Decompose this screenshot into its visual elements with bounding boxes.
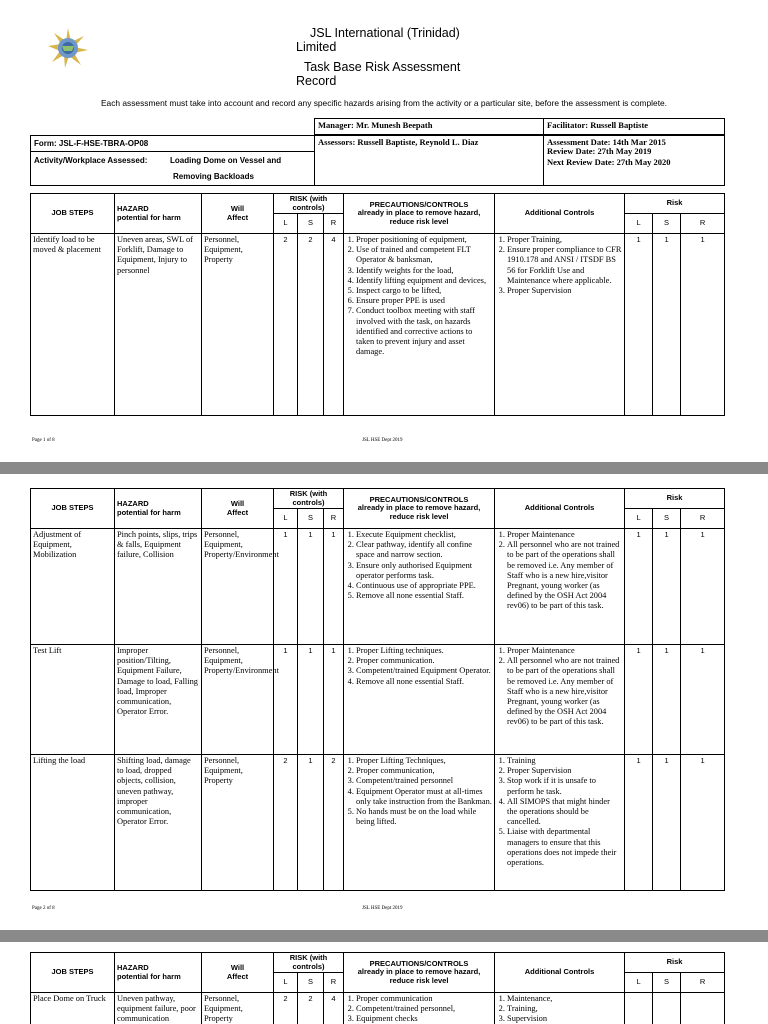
residual-r: 1 [681, 755, 725, 891]
col-risk: Risk [625, 194, 725, 214]
col-hazard: HAZARD potential for harm [115, 489, 202, 529]
col-precautions: PRECAUTIONS/CONTROLS already in place to remove hazard, reduce risk level [344, 953, 495, 993]
col-risk-with-controls: RISK (with controls) [274, 489, 344, 509]
list-item: 5. Remove all none essential Staff. [356, 591, 492, 601]
list-item: 3. Equipment checks [356, 1014, 492, 1024]
will-affect: Personnel, Equipment, Property [202, 993, 274, 1024]
col-l2: L [625, 973, 653, 993]
job-step: Adjustment of Equipment, Mobilization [31, 529, 115, 645]
col-l: L [274, 509, 298, 529]
risk-r: 1 [324, 645, 344, 755]
list-item: 3. Ensure only authorised Equipment operator performs task. [356, 561, 492, 581]
list-item: 2. Clear pathway, identify all confine space and narrow section. [356, 540, 492, 560]
document-title: Task Base Risk Assessment [304, 60, 461, 74]
col-s: S [298, 214, 324, 234]
col-additional-controls: Additional Controls [495, 953, 625, 993]
will-affect: Personnel, Equipment, Property [202, 234, 274, 416]
list-item: 3. Stop work if it is unsafe to perform he task. [507, 776, 622, 796]
col-hazard: HAZARD potential for harm [115, 953, 202, 993]
job-step: Identify load to be moved & placement [31, 234, 115, 416]
precautions [344, 755, 495, 891]
col-r2: R [681, 973, 725, 993]
job-step: Test Lift [31, 645, 115, 755]
col-s: S [298, 973, 324, 993]
page-3 [0, 942, 768, 1024]
residual-r [681, 993, 725, 1024]
hazard: Pinch points, slips, trips & falls, Equipment failure, Collision [115, 529, 202, 645]
residual-s [653, 993, 681, 1024]
list-item: 4. Equipment Operator must at all-times only take instruction from the Bankman. [356, 787, 492, 807]
list-item: 1. Proper Maintenance [507, 646, 622, 656]
manager-label: Manager: Mr. Munesh Beepath [318, 120, 433, 130]
col-r: R [324, 509, 344, 529]
list-item: 1. Proper communication [356, 994, 492, 1004]
list-item: 3. Competent/trained Equipment Operator. [356, 666, 492, 676]
col-s2: S [653, 214, 681, 234]
table-row [31, 234, 725, 416]
residual-r: 1 [681, 645, 725, 755]
col-r2: R [681, 509, 725, 529]
hazard: Uneven areas, SWL of Forklift, Damage to Equipment, Injury to personnel [115, 234, 202, 416]
residual-l [625, 993, 653, 1024]
residual-l: 1 [625, 645, 653, 755]
residual-s: 1 [653, 645, 681, 755]
will-affect: Personnel, Equipment, Property/Environment [202, 529, 274, 645]
col-will-affect: Will Affect [202, 953, 274, 993]
hazard: Shifting load, damage to load, dropped objects, collision, uneven pathway, improper communication, Operator Error. [115, 755, 202, 891]
col-precautions: PRECAUTIONS/CONTROLS already in place to remove hazard, reduce risk level [344, 489, 495, 529]
risk-l: 2 [274, 755, 298, 891]
risk-table [30, 488, 725, 891]
residual-s: 1 [653, 529, 681, 645]
page-1 [0, 0, 768, 462]
assessment-date: Assessment Date: 14th Mar 2015 [547, 137, 666, 147]
additional-controls [495, 529, 625, 645]
risk-l: 1 [274, 645, 298, 755]
hazard: Improper position/Tilting, Equipment Failure, Damage to load, Falling load, Improper communication, Operator Error. [115, 645, 202, 755]
table-row [31, 645, 725, 755]
col-r: R [324, 214, 344, 234]
precautions [344, 645, 495, 755]
residual-s: 1 [653, 234, 681, 416]
additional-controls [495, 645, 625, 755]
col-job-steps: JOB STEPS [31, 489, 115, 529]
activity-label: Activity/Workplace Assessed: [34, 156, 148, 165]
risk-s: 1 [298, 755, 324, 891]
col-additional-controls: Additional Controls [495, 489, 625, 529]
form-number: Form: JSL-F-HSE-TBRA-OP08 [34, 139, 149, 148]
risk-l: 2 [274, 993, 298, 1024]
risk-r: 4 [324, 993, 344, 1024]
residual-r: 1 [681, 529, 725, 645]
risk-r: 1 [324, 529, 344, 645]
list-item: 1. Proper Training, [507, 235, 622, 245]
document-title-suffix: Record [296, 74, 337, 88]
table-row [31, 529, 725, 645]
list-item: 2. Proper communication. [356, 656, 492, 666]
review-date: Review Date: 27th May 2019 [547, 146, 652, 156]
col-precautions: PRECAUTIONS/CONTROLS already in place to remove hazard, reduce risk level [344, 194, 495, 234]
list-item: 2. Proper Supervision [507, 766, 622, 776]
risk-l: 2 [274, 234, 298, 416]
list-item: 3. Competent/trained personnel [356, 776, 492, 786]
activity-value-line2: Removing Backloads [173, 172, 254, 181]
list-item: 1. Execute Equipment checklist, [356, 530, 492, 540]
assessors-label: Assessors: Russell Baptiste, Reynold L. Diaz [318, 137, 479, 147]
col-risk-with-controls: RISK (with controls) [274, 953, 344, 973]
risk-r: 4 [324, 234, 344, 416]
col-additional-controls: Additional Controls [495, 194, 625, 234]
residual-l: 1 [625, 529, 653, 645]
company-logo-icon [48, 28, 88, 68]
risk-r: 2 [324, 755, 344, 891]
list-item: 5. No hands must be on the load while being lifted. [356, 807, 492, 827]
residual-r: 1 [681, 234, 725, 416]
dept-footer: JSL HSE Dept 2019 [362, 438, 403, 443]
list-item: 5. Liaise with departmental managers to ensure that this operations does not impede their operations. [507, 827, 622, 868]
list-item: 4. Identify lifting equipment and devices, [356, 276, 492, 286]
risk-s: 1 [298, 529, 324, 645]
col-hazard: HAZARD potential for harm [115, 194, 202, 234]
list-item: 1. Maintenance, [507, 994, 622, 1004]
will-affect: Personnel, Equipment, Property/Environment [202, 645, 274, 755]
risk-s: 2 [298, 993, 324, 1024]
precautions [344, 529, 495, 645]
page-2 [0, 474, 768, 930]
list-item: 4. Remove all none essential Staff. [356, 677, 492, 687]
list-item: 5. Inspect cargo to be lifted, [356, 286, 492, 296]
list-item: 4. Continuous use of appropriate PPE. [356, 581, 492, 591]
list-item: 1. Proper Maintenance [507, 530, 622, 540]
list-item: 2. Ensure proper compliance to CFR 1910.178 and ANSI / ITSDF BS 56 for Forklift Use and Maintenance where applicable. [507, 245, 622, 286]
risk-table [30, 193, 725, 416]
col-s2: S [653, 509, 681, 529]
col-s: S [298, 509, 324, 529]
job-step: Place Dome on Truck [31, 993, 115, 1024]
list-item: 4. All SIMOPS that might hinder the operations should be cancelled. [507, 797, 622, 828]
list-item: 7. Conduct toolbox meeting with staff involved with the task, on hazards identified and corrective actions to taken to prevent injury and asset damage. [356, 306, 492, 357]
precautions [344, 234, 495, 416]
list-item: 1. Training [507, 756, 622, 766]
list-item: 2. Use of trained and competent FLT Operator & banksman, [356, 245, 492, 265]
activity-value-line1: Loading Dome on Vessel and [170, 156, 282, 165]
col-r2: R [681, 214, 725, 234]
residual-s: 1 [653, 755, 681, 891]
residual-l: 1 [625, 234, 653, 416]
risk-table [30, 952, 725, 1024]
additional-controls [495, 755, 625, 891]
residual-l: 1 [625, 755, 653, 891]
col-l2: L [625, 214, 653, 234]
col-l: L [274, 973, 298, 993]
list-item: 2. All personnel who are not trained to be part of the operations shall be removed i.e. Any member of Staff who is a new hire,visitor Pregnant, young worker (as defined by the OSH Act 2004 rev06) to be part of this task. [507, 656, 622, 727]
risk-s: 2 [298, 234, 324, 416]
col-will-affect: Will Affect [202, 194, 274, 234]
will-affect: Personnel, Equipment, Property [202, 755, 274, 891]
precautions [344, 993, 495, 1024]
list-item: 1. Proper Lifting Techniques, [356, 756, 492, 766]
col-will-affect: Will Affect [202, 489, 274, 529]
table-row [31, 755, 725, 891]
col-s2: S [653, 973, 681, 993]
list-item: 2. Competent/trained personnel, [356, 1004, 492, 1014]
col-job-steps: JOB STEPS [31, 194, 115, 234]
col-r: R [324, 973, 344, 993]
job-step: Lifting the load [31, 755, 115, 891]
list-item: 2. Training, [507, 1004, 622, 1014]
list-item: 1. Proper Lifting techniques. [356, 646, 492, 656]
company-name-suffix: Limited [296, 40, 337, 54]
additional-controls [495, 234, 625, 416]
col-l: L [274, 214, 298, 234]
list-item: 2. All personnel who are not trained to be part of the operations shall be removed i.e. Any member of Staff who is a new hire,visitor Pregnant, young worker (as defined by the OSH Act 2004 rev06) to be part of this task. [507, 540, 622, 611]
facilitator-label: Facilitator: Russell Baptiste [547, 120, 649, 130]
additional-controls [495, 993, 625, 1024]
list-item: 1. Proper positioning of equipment, [356, 235, 492, 245]
col-risk-with-controls: RISK (with controls) [274, 194, 344, 214]
col-risk: Risk [625, 489, 725, 509]
hazard: Uneven pathway, equipment failure, poor communication [115, 993, 202, 1024]
list-item: 3. Proper Supervision [507, 286, 622, 296]
risk-s: 1 [298, 645, 324, 755]
page-number: Page 1 of 8 [32, 438, 55, 443]
table-row [31, 993, 725, 1024]
list-item: 3. Supervision [507, 1014, 622, 1024]
next-review-date: Next Review Date: 27th May 2020 [547, 157, 671, 167]
list-item: 6. Ensure proper PPE is used [356, 296, 492, 306]
col-l2: L [625, 509, 653, 529]
list-item: 3. Identify weights for the load, [356, 266, 492, 276]
dept-footer: JSL HSE Dept 2019 [362, 906, 403, 911]
col-job-steps: JOB STEPS [31, 953, 115, 993]
intro-text: Each assessment must take into account and record any specific hazards arising from the activity or a particular site, before the assessment is complete. [100, 98, 668, 108]
risk-l: 1 [274, 529, 298, 645]
page-number: Page 2 of 8 [32, 906, 55, 911]
col-risk: Risk [625, 953, 725, 973]
company-name: JSL International (Trinidad) [310, 26, 460, 40]
list-item: 2. Proper communication, [356, 766, 492, 776]
